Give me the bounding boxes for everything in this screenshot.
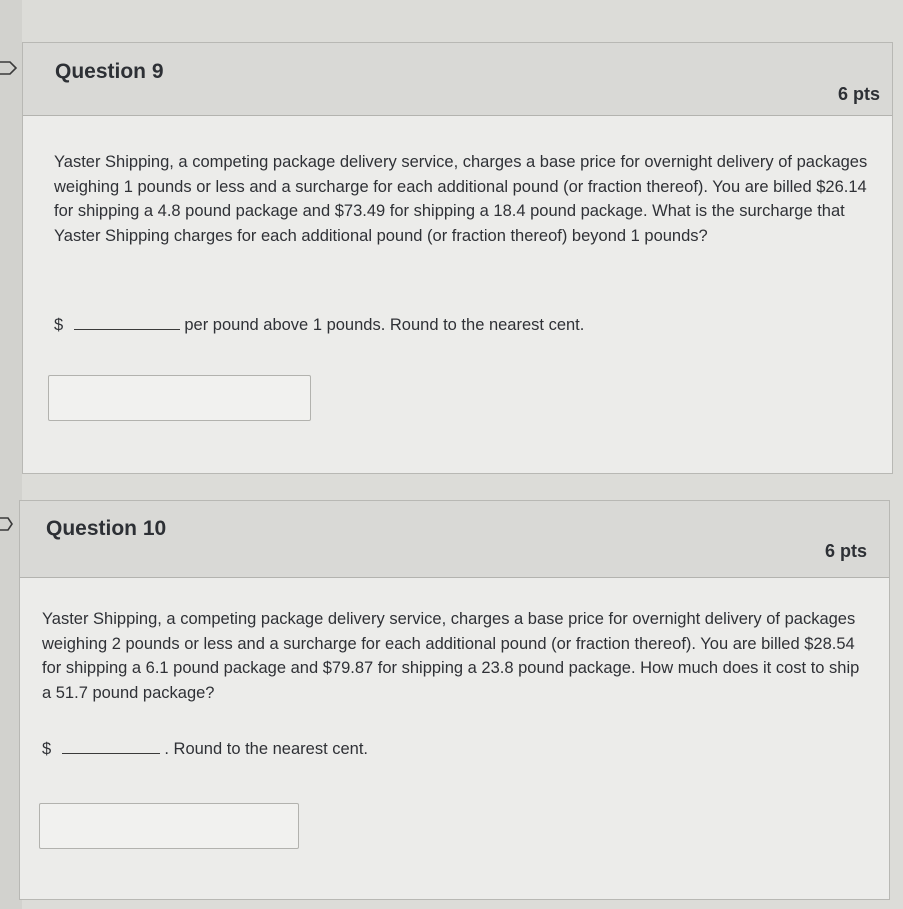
dollar-sign: $ bbox=[42, 740, 52, 758]
question-10-answer-prompt bbox=[42, 737, 368, 759]
question-10-text: Yaster Shipping, a competing package delivery service, charges a base price for overnight delivery of packages weighing 2 pounds or less and a surcharge for each additional pound (or fraction thereof). You are billed $28.54 for shipping a 6.1 pound package and $79.87 for shipping a 23.8 pound package. How much does it cost to ship a 51.7 pound package? bbox=[42, 610, 860, 702]
question-9-suffix: per pound above 1 pounds. Round to the nearest cent. bbox=[184, 316, 585, 334]
question-9-answer-input[interactable] bbox=[48, 375, 311, 421]
answer-blank bbox=[62, 737, 160, 754]
question-9-title: Question 9 bbox=[55, 60, 164, 83]
answer-blank bbox=[74, 313, 180, 330]
dollar-sign: $ bbox=[54, 316, 64, 334]
question-10-header bbox=[20, 501, 889, 578]
question-9-text: Yaster Shipping, a competing package delivery service, charges a base price for overnight delivery of packages weighing 1 pounds or less and a surcharge for each additional pound (or fraction thereof). You are billed $26.14 for shipping a 4.8 pound package and $73.49 for shipping a 18.4 pound package. What is the surcharge that Yaster Shipping charges for each additional pound (or fraction thereof) beyond 1 pounds? bbox=[54, 153, 868, 245]
question-10-card bbox=[19, 500, 890, 900]
flag-icon[interactable] bbox=[0, 516, 18, 532]
question-10-answer-input[interactable] bbox=[39, 803, 299, 849]
question-9-answer-prompt bbox=[54, 313, 584, 335]
flag-icon[interactable] bbox=[0, 60, 18, 76]
question-10-suffix: . Round to the nearest cent. bbox=[164, 740, 369, 758]
question-10-points: 6 pts bbox=[824, 541, 867, 561]
question-9-header bbox=[23, 43, 892, 116]
question-9-card bbox=[22, 42, 893, 474]
question-9-points: 6 pts bbox=[837, 84, 880, 104]
question-10-title: Question 10 bbox=[46, 517, 167, 540]
